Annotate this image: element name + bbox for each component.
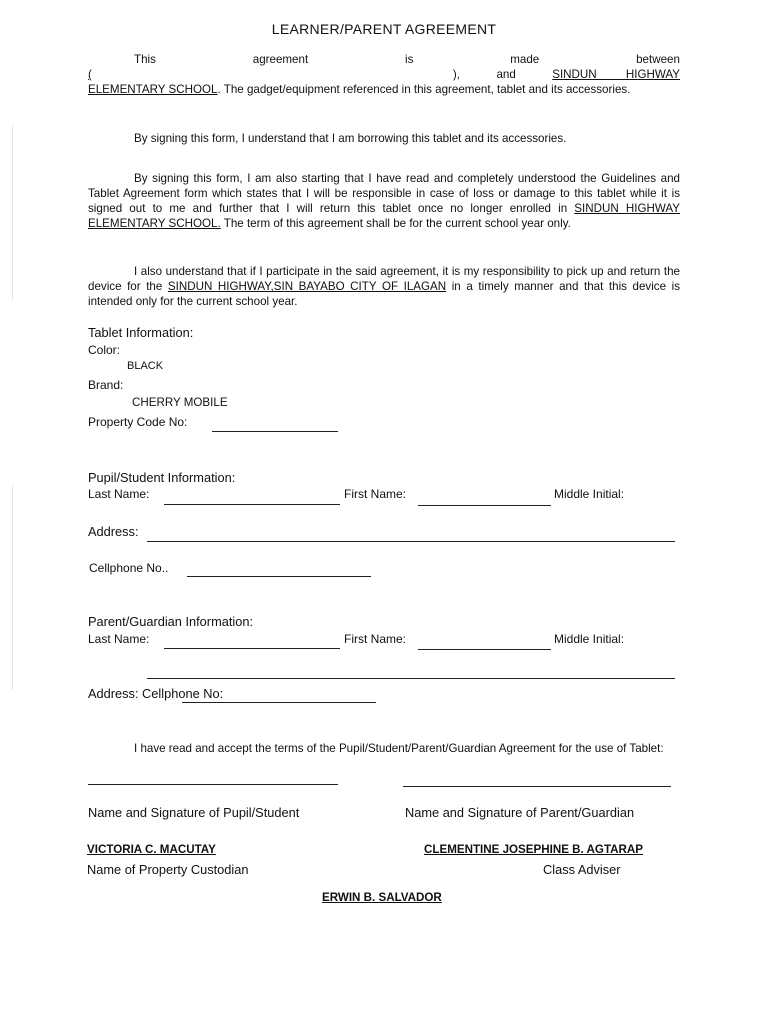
parent-middle-initial-label: Middle Initial:: [554, 632, 625, 646]
intro-word: This: [134, 53, 156, 66]
brand-value: CHERRY MOBILE: [132, 396, 228, 409]
party-name-blank: ( ),: [88, 68, 460, 81]
parent-cellphone-field[interactable]: [182, 702, 376, 703]
borrow-paragraph: By signing this form, I understand that I am borrowing this tablet and its accessories.: [134, 132, 567, 145]
intro-word: made: [510, 53, 540, 66]
parent-extra-field[interactable]: [147, 678, 675, 679]
custodian-title: Name of Property Custodian: [87, 862, 249, 877]
pupil-cellphone-label: Cellphone No..: [89, 561, 169, 575]
pupil-first-name-label: First Name:: [344, 487, 407, 501]
pupil-first-name-field[interactable]: [418, 505, 551, 506]
acceptance-paragraph: I have read and accept the terms of the Pupil/Student/Parent/Guardian Agreement for the use of Tablet:: [134, 742, 664, 755]
school-name: SINDUN HIGHWAY: [552, 68, 680, 81]
intro-second-line: [88, 67, 680, 82]
custodian-name: VICTORIA C. MACUTAY: [87, 843, 216, 856]
tablet-info-heading: Tablet Information:: [88, 325, 194, 340]
intro-rest: ELEMENTARY SCHOOL. The gadget/equipment referenced in this agreement, tablet and its accessories.: [88, 83, 631, 96]
intro-paragraph: [88, 52, 680, 97]
parent-signature-label: Name and Signature of Parent/Guardian: [405, 805, 635, 820]
parent-first-name-label: First Name:: [344, 632, 407, 646]
parent-last-name-label: Last Name:: [88, 632, 150, 646]
scan-edge: [12, 485, 13, 690]
intro-word: agreement: [252, 53, 309, 66]
intro-word: between: [636, 53, 680, 66]
pupil-last-name-field[interactable]: [164, 504, 340, 505]
intro-and: and: [496, 68, 516, 81]
pupil-info-heading: Pupil/Student Information:: [88, 470, 236, 485]
pupil-signature-label: Name and Signature of Pupil/Student: [88, 805, 300, 820]
property-code-label: Property Code No:: [88, 415, 188, 429]
intro-word: is: [405, 53, 414, 66]
pupil-address-label: Address:: [88, 524, 139, 539]
pupil-last-name-label: Last Name:: [88, 487, 150, 501]
adviser-name: CLEMENTINE JOSEPHINE B. AGTARAP: [424, 843, 644, 856]
responsibility-paragraph: By signing this form, I am also starting that I have read and completely understood the Guidelines and Tablet Agreement form which states that I will be responsible in case of loss or damage to this tablet while it is signed out to me and further that I will return this tablet once no longer enrolled in SINDUN HIGHWAY ELEMENTARY SCHOOL. The term of this agreement shall be for the current school year only.: [88, 172, 680, 230]
pickup-paragraph: I also understand that if I participate in the said agreement, it is my responsibility to pick up and return the device for the SINDUN HIGHWAY,SIN BAYABO CITY OF ILAGAN in a timely manner and that this device is intended only for the current school year.: [88, 265, 680, 308]
third-official-name: ERWIN B. SALVADOR: [322, 891, 442, 904]
pupil-middle-initial-label: Middle Initial:: [554, 487, 625, 501]
color-value: BLACK: [127, 360, 164, 372]
scan-edge: [12, 125, 13, 300]
pupil-signature-field[interactable]: [88, 784, 338, 785]
adviser-title: Class Adviser: [543, 862, 621, 877]
brand-label: Brand:: [88, 378, 124, 392]
page-title: LEARNER/PARENT AGREEMENT: [271, 21, 497, 37]
pupil-cellphone-field[interactable]: [187, 576, 371, 577]
parent-info-heading: Parent/Guardian Information:: [88, 614, 254, 629]
pupil-address-field[interactable]: [147, 541, 675, 542]
property-code-field[interactable]: [212, 431, 338, 432]
parent-last-name-field[interactable]: [164, 648, 340, 649]
parent-signature-field[interactable]: [403, 786, 671, 787]
parent-first-name-field[interactable]: [418, 649, 551, 650]
color-label: Color:: [88, 343, 121, 357]
intro-first-line: [88, 52, 680, 67]
parent-address-cellphone-label: Address: Cellphone No:: [88, 686, 224, 701]
